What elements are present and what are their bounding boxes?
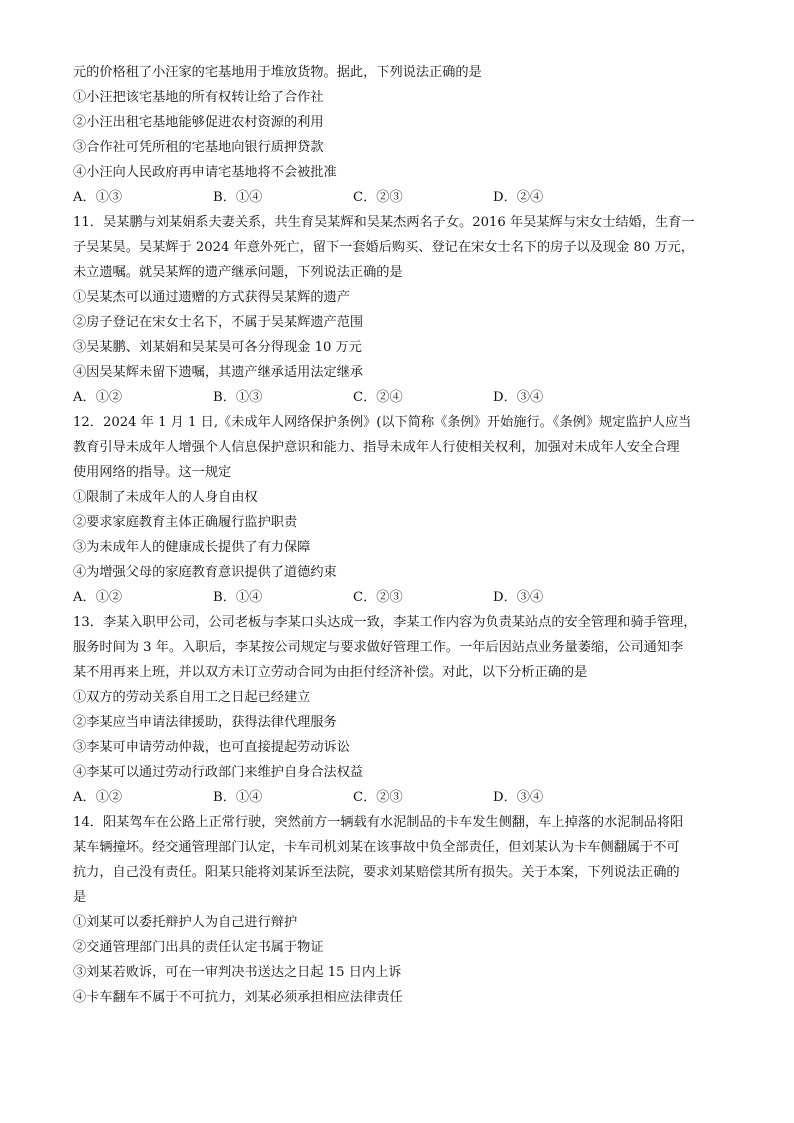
choice-c: C．②③ bbox=[353, 790, 403, 805]
option-4: ④为增强父母的家庭教育意识提供了道德约束 bbox=[73, 565, 337, 580]
answer-choices bbox=[73, 585, 733, 610]
option-1: ①小汪把该宅基地的所有权转让给了合作社 bbox=[73, 90, 324, 105]
question-13 bbox=[73, 610, 733, 810]
choice-c: C．②④ bbox=[353, 390, 403, 405]
option-4: ④李某可以通过劳动行政部门来维护自身合法权益 bbox=[73, 765, 364, 780]
question-11 bbox=[73, 210, 733, 410]
choice-a: A．①② bbox=[73, 390, 123, 405]
choice-b: B．①④ bbox=[213, 190, 263, 205]
answer-choices bbox=[73, 385, 733, 410]
option-2: ②小汪出租宅基地能够促进农村资源的利用 bbox=[73, 115, 324, 130]
choice-b: B．①④ bbox=[213, 590, 263, 605]
option-1: ①刘某可以委托辩护人为自己进行辩护 bbox=[73, 915, 298, 930]
question-14 bbox=[73, 810, 733, 1010]
question-stem-line: 子吴某昊。吴某辉于 2024 年意外死亡，留下一套婚后购买、登记在宋女士名下的房子以及现金 80 万元， bbox=[73, 240, 694, 255]
question-10 bbox=[73, 60, 733, 210]
question-stem-line: 服务时间为 3 年。入职后，李某按公司规定与要求做好管理工作。一年后因站点业务量萎缩，公司通知李 bbox=[73, 640, 684, 655]
exam-page bbox=[73, 60, 733, 1010]
choice-a: A．①③ bbox=[73, 190, 123, 205]
question-12 bbox=[73, 410, 733, 610]
option-1: ①吴某杰可以通过遗赠的方式获得吴某辉的遗产 bbox=[73, 290, 350, 305]
choice-b: B．①③ bbox=[213, 390, 263, 405]
question-stem-line: 使用网络的指导。这一规定 bbox=[73, 465, 232, 480]
option-3: ③吴某鹏、刘某娟和吴某昊可各分得现金 10 万元 bbox=[73, 340, 362, 355]
option-3: ③合作社可凭所租的宅基地向银行质押贷款 bbox=[73, 140, 324, 155]
option-3: ③李某可申请劳动仲裁，也可直接提起劳动诉讼 bbox=[73, 740, 350, 755]
answer-choices bbox=[73, 785, 733, 810]
choice-a: A．①② bbox=[73, 590, 123, 605]
option-1: ①限制了未成年人的人身自由权 bbox=[73, 490, 258, 505]
question-stem-line: 是 bbox=[73, 890, 87, 905]
choice-a: A．①② bbox=[73, 790, 123, 805]
question-stem-line: 未立遗嘱。就吴某辉的遗产继承问题，下列说法正确的是 bbox=[73, 265, 403, 280]
choice-d: D．③④ bbox=[493, 390, 544, 405]
question-stem-line: 某不用再来上班，并以双方未订立劳动合同为由拒付经济补偿。对此，以下分析正确的是 bbox=[73, 665, 588, 680]
answer-choices bbox=[73, 185, 733, 210]
option-1: ①双方的劳动关系自用工之日起已经建立 bbox=[73, 690, 311, 705]
option-4: ④因吴某辉未留下遗嘱，其遗产继承适用法定继承 bbox=[73, 365, 364, 380]
option-2: ②交通管理部门出具的责任认定书属于物证 bbox=[73, 940, 324, 955]
question-stem-line: 抗力，自己没有责任。阳某只能将刘某诉至法院，要求刘某赔偿其所有损失。关于本案，下列说法正确的 bbox=[73, 865, 680, 880]
option-4: ④小汪向人民政府再申请宅基地将不会被批准 bbox=[73, 165, 337, 180]
option-2: ②要求家庭教育主体正确履行监护职责 bbox=[73, 515, 298, 530]
choice-d: D．③④ bbox=[493, 790, 544, 805]
question-stem-line: 13．李某入职甲公司，公司老板与李某口头达成一致，李某工作内容为负责某站点的安全管理和骑手管理， bbox=[73, 615, 697, 630]
question-stem-line: 教育引导未成年人增强个人信息保护意识和能力、指导未成年人行使相关权利，加强对未成年人安全合理 bbox=[73, 440, 680, 455]
question-stem-line: 11．吴某鹏与刘某娟系夫妻关系，共生育吴某辉和吴某杰两名子女。2016 年吴某辉与宋女士结婚，生育一 bbox=[73, 215, 695, 230]
choice-d: D．②④ bbox=[493, 190, 544, 205]
option-2: ②房子登记在宋女士名下，不属于吴某辉遗产范围 bbox=[73, 315, 364, 330]
question-stem: 元的价格租了小汪家的宅基地用于堆放货物。据此，下列说法正确的是 bbox=[73, 65, 482, 80]
option-3: ③刘某若败诉，可在一审判决书送达之日起 15 日内上诉 bbox=[73, 965, 402, 980]
question-stem-line: 14．阳某驾车在公路上正常行驶，突然前方一辆载有水泥制品的卡车发生侧翻，车上掉落的水泥制品将阳 bbox=[73, 815, 684, 830]
question-stem-line: 某车辆撞坏。经交通管理部门认定，卡车司机刘某在该事故中负全部责任，但刘某认为卡车侧翻属于不可 bbox=[73, 840, 680, 855]
option-4: ④卡车翻车不属于不可抗力，刘某必须承担相应法律责任 bbox=[73, 990, 403, 1005]
choice-c: C．②③ bbox=[353, 190, 403, 205]
choice-b: B．①④ bbox=[213, 790, 263, 805]
option-3: ③为未成年人的健康成长提供了有力保障 bbox=[73, 540, 311, 555]
question-stem-line: 12．2024 年 1 月 1 日,《未成年人网络保护条例》(以下简称《条例》开始施行。《条例》规定监护人应当 bbox=[73, 415, 692, 430]
choice-c: C．②③ bbox=[353, 590, 403, 605]
option-2: ②李某应当申请法律援助，获得法律代理服务 bbox=[73, 715, 337, 730]
choice-d: D．③④ bbox=[493, 590, 544, 605]
